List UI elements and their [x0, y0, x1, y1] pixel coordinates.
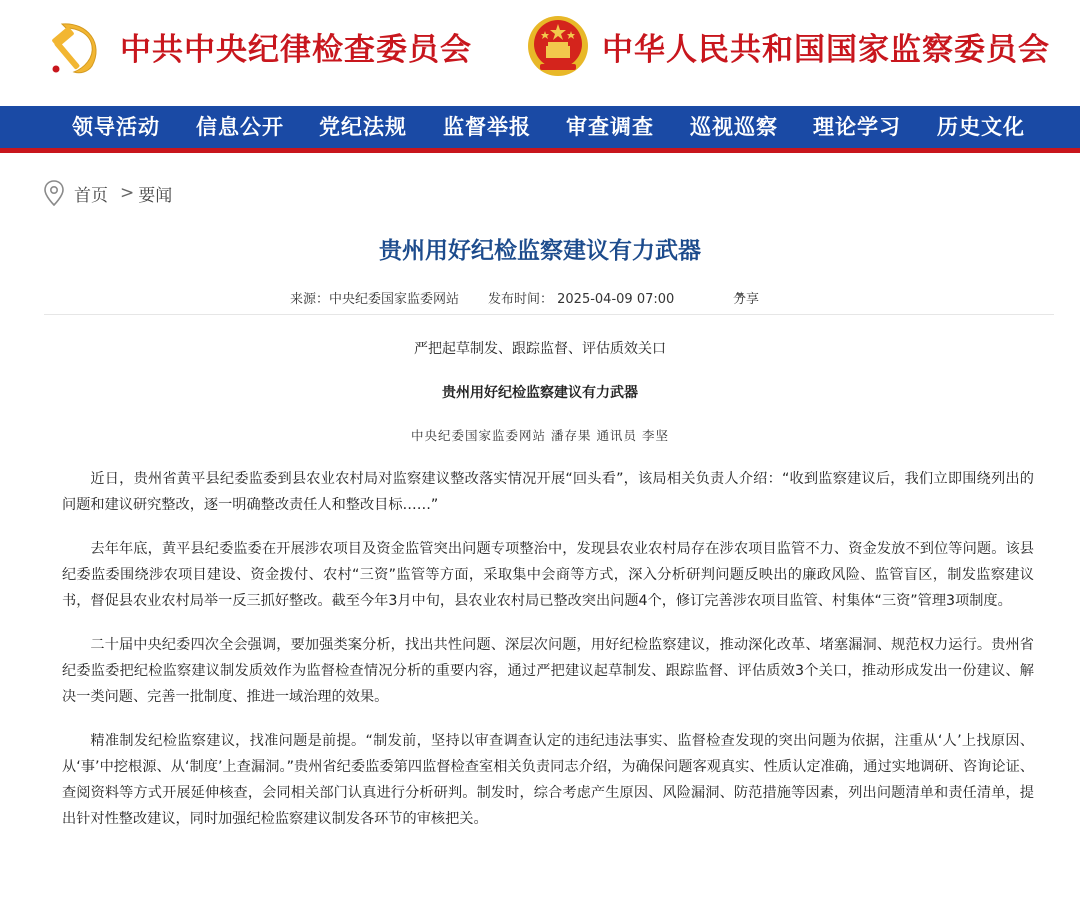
article-subtitle: 严把起草制发、跟踪监督、评估质效关口 [414, 341, 666, 357]
article-publish-time: 发布时间： 2025-04-09 07:00 [488, 292, 675, 307]
breadcrumb-home[interactable]: 首页 [74, 185, 108, 206]
nav-item-theory[interactable]: 理论学习 [813, 114, 901, 139]
article-paragraph: 去年年底，黄平县纪委监委在开展涉农项目及资金监管突出问题专项整治中，发现县农业农村局存在涉农项目监管不力、资金发放不到位等问题。该县纪委监委围绕涉农项目建设、资金拨付、农村“三资”监管等方面，采取集中会商等方式，深入分析研判问题反映出的廉政风险、监管盲区，制发监察建议书，督促县农业农村局举一反三抓好整改。截至今年3月中旬，县农业农村局已整改突出问题4个，修订完善涉农项目监管、村集体“三资”管理3项制度。 [62, 541, 1034, 609]
nav-item-report[interactable]: 监督举报 [443, 114, 531, 139]
nav-item-info-disclosure[interactable]: 信息公开 [196, 114, 284, 139]
article-paragraph: 二十届中央纪委四次全会强调，要加强类案分析，找出共性问题、深层次问题，用好纪检监察建议，推动深化改革、堵塞漏洞、规范权力运行。贵州省纪委监委把纪检监察建议制发质效作为监督检查情况分析的重要内容，通过严把建议起草制发、跟踪监督、评估质效3个关口，推动形成发出一份建议、解决一类问题、完善一批制度、推进一域治理的效果。 [62, 637, 1034, 705]
main-navigation [0, 106, 1080, 153]
national-emblem-icon [526, 14, 590, 78]
article-body [62, 466, 1034, 850]
share-button[interactable] [733, 288, 760, 307]
breadcrumb-separator: > [120, 183, 135, 203]
ccdi-logo[interactable] [44, 14, 472, 78]
nav-item-history[interactable]: 历史文化 [937, 114, 1025, 139]
article-main-heading: 贵州用好纪检监察建议有力武器 [442, 385, 638, 401]
location-pin-icon [44, 180, 64, 206]
nsc-org-name: 中华人民共和国国家监察委员会 [602, 31, 1050, 68]
ccdi-org-name: 中共中央纪律检查委员会 [120, 31, 472, 68]
article-byline: 中央纪委国家监委网站 潘存果 通讯员 李坚 [411, 428, 669, 443]
nav-item-investigation[interactable]: 审查调查 [566, 114, 654, 139]
meta-divider [44, 314, 1054, 315]
article-paragraph: 精准制发纪检监察建议，找准问题是前提。“制发前，坚持以审查调查认定的违纪违法事实、监督检查发现的突出问题为依据，注重从‘人’上找原因、从‘事’中挖根源、从‘制度’上查漏洞。”贵州省纪委监委第四监督检查室相关负责同志介绍，为确保问题客观真实、性质认定准确，通过实地调研、咨询论证、查阅资料等方式开展延伸核查，会同相关部门认真进行分析研判。制发时，综合考虑产生原因、风险漏洞、防范措施等因素，列出问题清单和责任清单，提出针对性整改建议，同时加强纪检监察建议制发各环节的审核把关。 [62, 733, 1034, 827]
article-title: 贵州用好纪检监察建议有力武器 [379, 238, 701, 264]
site-header [0, 0, 1080, 106]
breadcrumb [44, 180, 172, 206]
share-label: 分享 [733, 292, 760, 307]
nav-item-regulations[interactable]: 党纪法规 [319, 114, 407, 139]
nav-item-inspection[interactable]: 巡视巡察 [690, 114, 778, 139]
nav-item-leadership[interactable]: 领导活动 [72, 114, 160, 139]
article-source: 来源：中央纪委国家监委网站 [290, 292, 460, 307]
breadcrumb-current[interactable]: 要闻 [138, 185, 173, 206]
nsc-logo[interactable] [526, 14, 1050, 78]
article-paragraph: 近日，贵州省黄平县纪委监委到县农业农村局对监察建议整改落实情况开展“回头看”，该局相关负责人介绍：“收到监察建议后，我们立即围绕列出的问题和建议研究整改，逐一明确整改责任人和整改目标……” [62, 471, 1034, 513]
party-emblem-icon [44, 14, 108, 78]
